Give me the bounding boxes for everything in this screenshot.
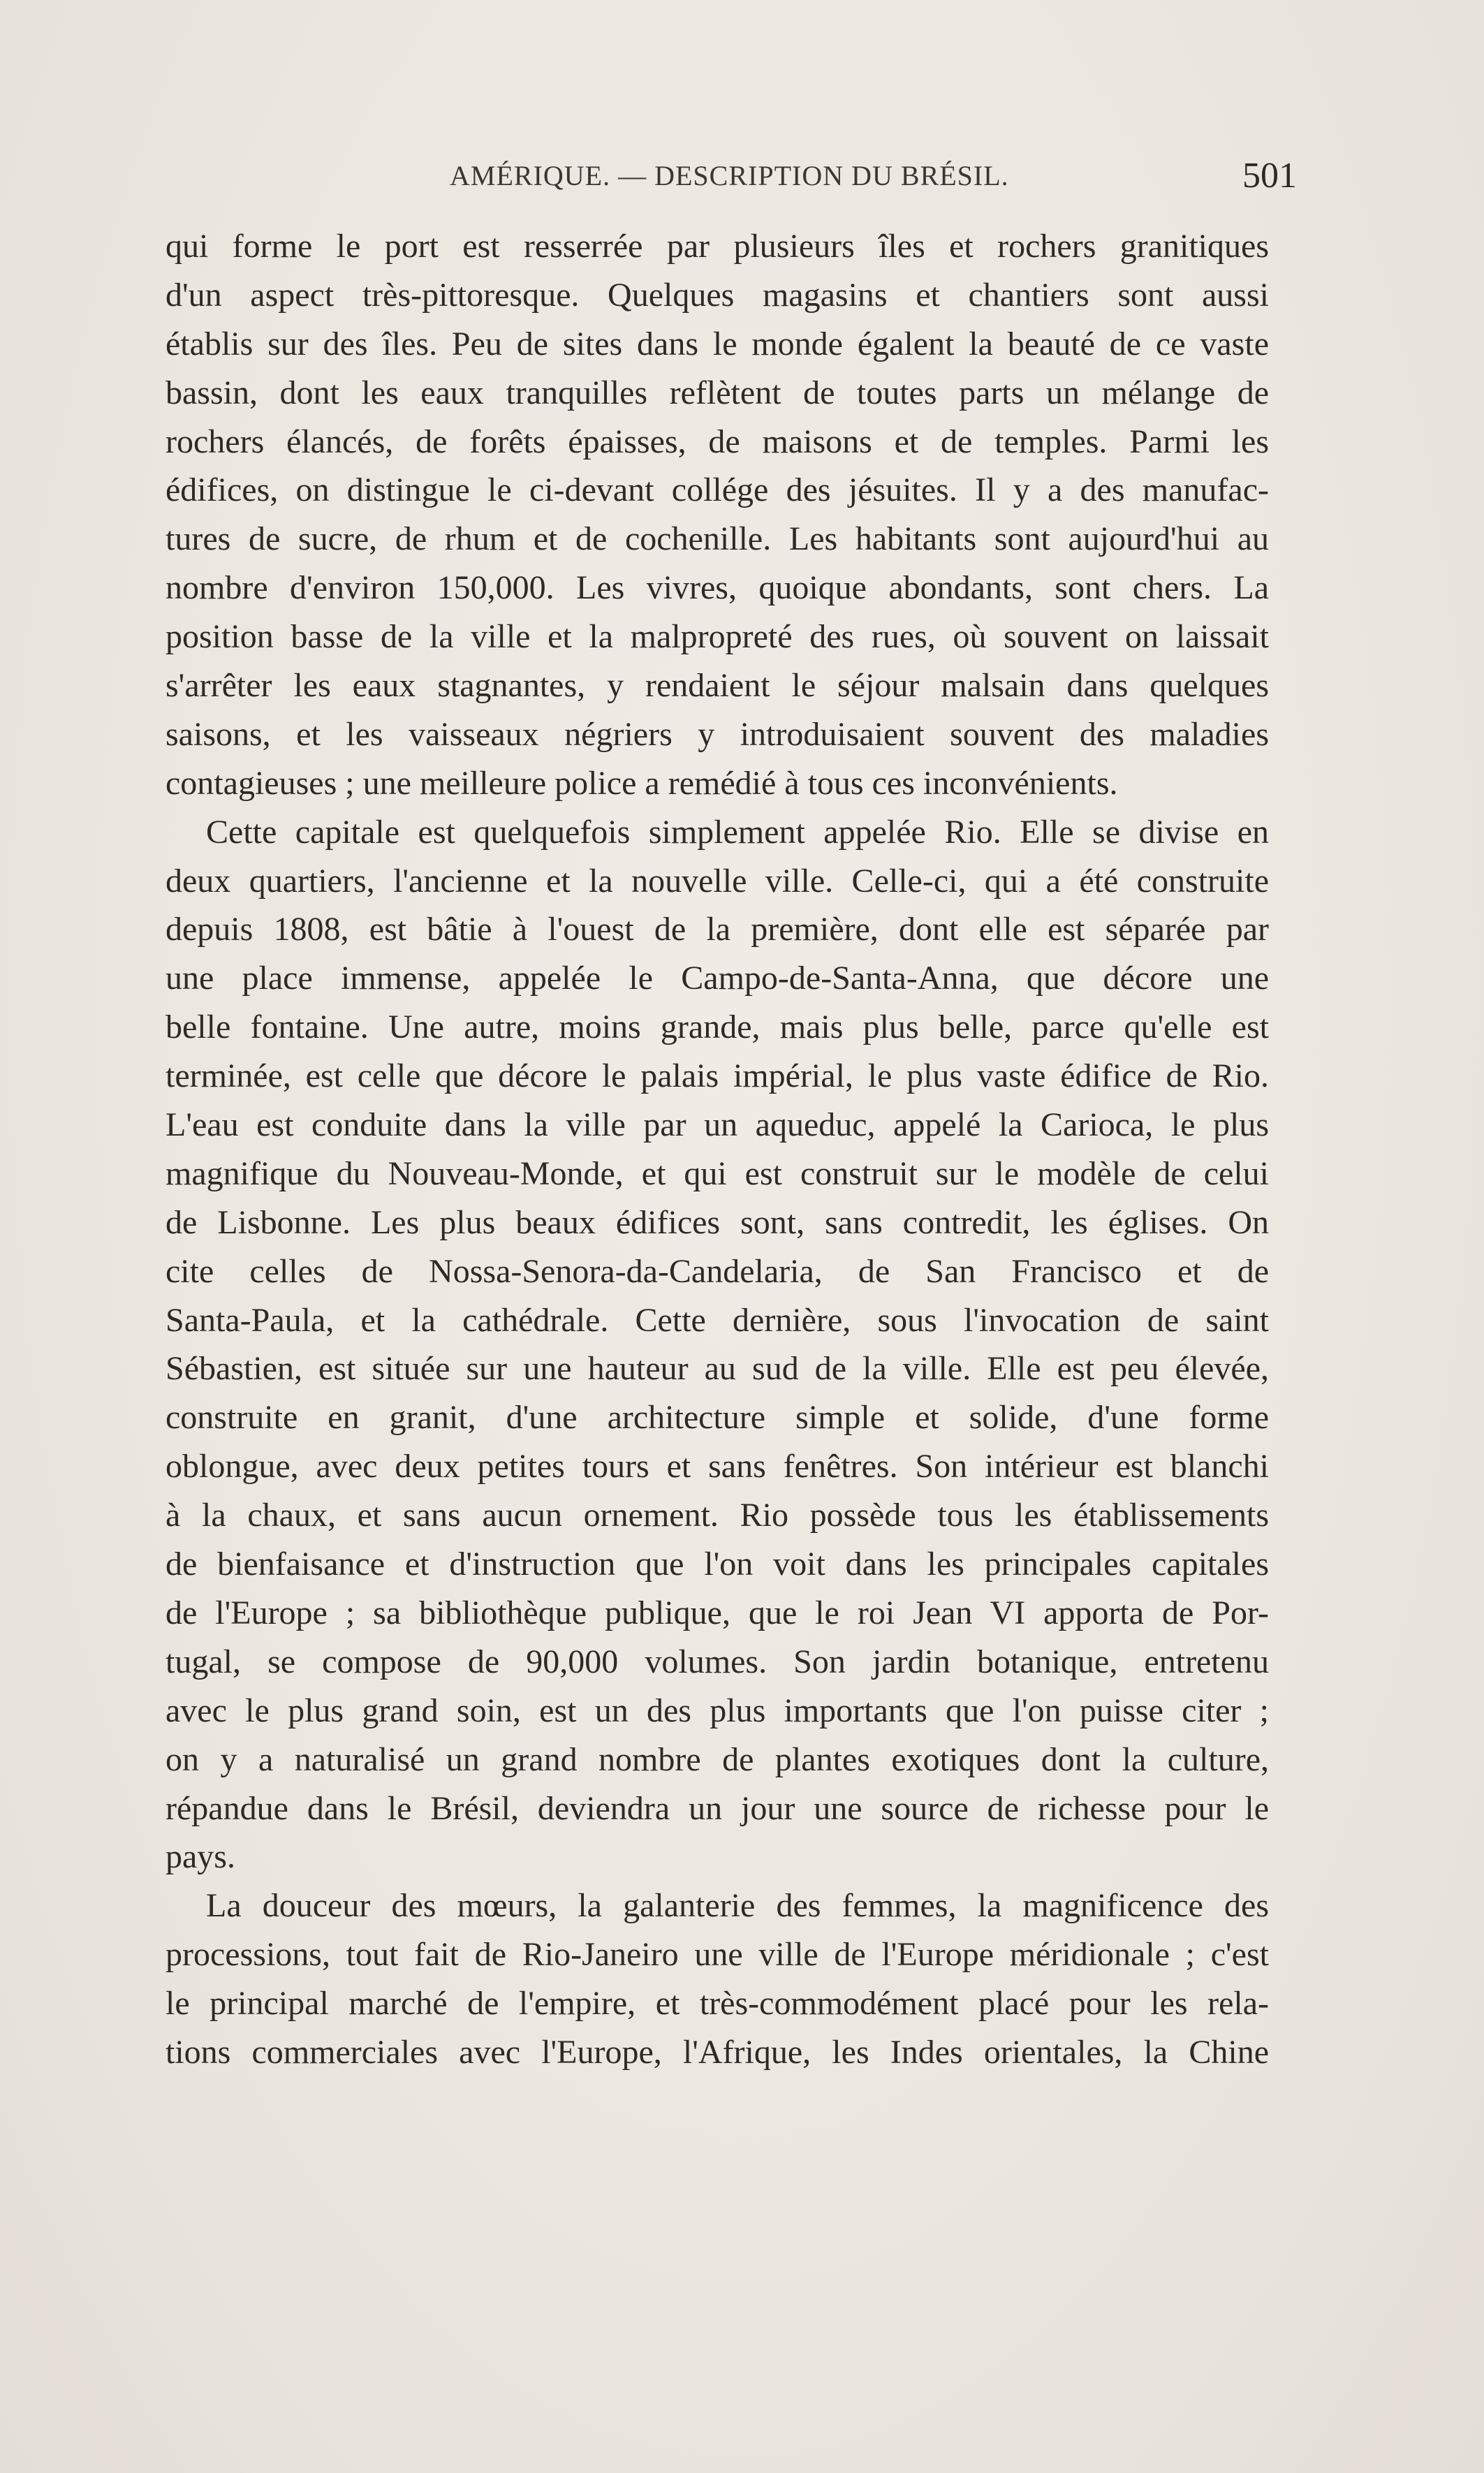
text-line: Sébastien, est située sur une hauteur au sud de la ville. Elle est peu élevée, <box>166 1350 1269 1388</box>
text-line: La douceur des mœurs, la galanterie des femmes, la magnificence des <box>206 1887 1269 1925</box>
page-number: 501 <box>1242 156 1297 196</box>
text-line: de Lisbonne. Les plus beaux édifices sont, sans contredit, les églises. On <box>166 1203 1269 1241</box>
text-line: de l'Europe ; sa bibliothèque publique, que le roi Jean VI apporta de Por- <box>166 1594 1269 1631</box>
body-text <box>166 222 1269 2077</box>
text-line: position basse de la ville et la malpropreté des rues, où souvent on laissait <box>166 618 1269 656</box>
text-line: magnifique du Nouveau-Monde, et qui est construit sur le modèle de celui <box>166 1154 1269 1192</box>
text-line: L'eau est conduite dans la ville par un aqueduc, appelé la Carioca, le plus <box>166 1106 1269 1144</box>
text-line: à la chaux, et sans aucun ornement. Rio possède tous les établissements <box>166 1497 1269 1534</box>
text-line: contagieuses ; une meilleure police a remédié à tous ces inconvénients. <box>166 764 1118 802</box>
text-line: qui forme le port est resserrée par plusieurs îles et rochers granitiques <box>166 228 1269 265</box>
text-line: nombre d'environ 150,000. Les vivres, quoique abondants, sont chers. La <box>166 569 1269 607</box>
text-line: établis sur des îles. Peu de sites dans le monde égalent la beauté de ce vaste <box>166 325 1269 362</box>
text-line: Cette capitale est quelquefois simplement appelée Rio. Elle se divise en <box>206 813 1269 851</box>
text-line: s'arrêter les eaux stagnantes, y rendaient le séjour malsain dans quelques <box>166 667 1269 705</box>
text-line: de bienfaisance et d'instruction que l'on voit dans les principales capitales <box>166 1546 1269 1583</box>
text-line: tions commerciales avec l'Europe, l'Afrique, les Indes orientales, la Chine <box>166 2033 1269 2071</box>
text-line: construite en granit, d'une architecture simple et solide, d'une forme <box>166 1399 1269 1437</box>
text-line: belle fontaine. Une autre, moins grande, mais plus belle, parce qu'elle est <box>166 1008 1269 1046</box>
text-line: terminée, est celle que décore le palais impérial, le plus vaste édifice de Rio. <box>166 1057 1269 1095</box>
text-line: tugal, se compose de 90,000 volumes. Son jardin botanique, entretenu <box>166 1643 1269 1680</box>
text-line: bassin, dont les eaux tranquilles reflètent de toutes parts un mélange de <box>166 374 1269 411</box>
text-line: édifices, on distingue le ci-devant collége des jésuites. Il y a des manufac- <box>166 471 1269 509</box>
text-line: on y a naturalisé un grand nombre de plantes exotiques dont la culture, <box>166 1740 1269 1778</box>
text-line: une place immense, appelée le Campo-de-Santa-Anna, que décore une <box>166 960 1269 997</box>
text-line: deux quartiers, l'ancienne et la nouvelle ville. Celle-ci, qui a été construite <box>166 862 1269 900</box>
text-line: saisons, et les vaisseaux négriers y introduisaient souvent des maladies <box>166 715 1269 753</box>
text-line: oblongue, avec deux petites tours et sans fenêtres. Son intérieur est blanchi <box>166 1448 1269 1485</box>
running-title: AMÉRIQUE. — DESCRIPTION DU BRÉSIL. <box>450 160 1009 191</box>
text-line: d'un aspect très-pittoresque. Quelques magasins et chantiers sont aussi <box>166 276 1269 314</box>
page-header <box>166 155 1297 197</box>
text-line: Santa-Paula, et la cathédrale. Cette dernière, sous l'invocation de saint <box>166 1301 1269 1339</box>
text-line: tures de sucre, de rhum et de cochenille. Les habitants sont aujourd'hui au <box>166 520 1269 558</box>
text-line: pays. <box>166 1838 235 1876</box>
text-line: processions, tout fait de Rio-Janeiro une ville de l'Europe méridionale ; c'est <box>166 1936 1269 1974</box>
text-line: avec le plus grand soin, est un des plus importants que l'on puisse citer ; <box>166 1692 1269 1729</box>
text-line: cite celles de Nossa-Senora-da-Candelaria, de San Francisco et de <box>166 1252 1269 1290</box>
text-line: rochers élancés, de forêts épaisses, de maisons et de temples. Parmi les <box>166 423 1269 460</box>
text-line: depuis 1808, est bâtie à l'ouest de la première, dont elle est séparée par <box>166 911 1269 948</box>
text-line: le principal marché de l'empire, et très-commodément placé pour les rela- <box>166 1985 1269 2023</box>
text-line: répandue dans le Brésil, deviendra un jour une source de richesse pour le <box>166 1789 1269 1827</box>
